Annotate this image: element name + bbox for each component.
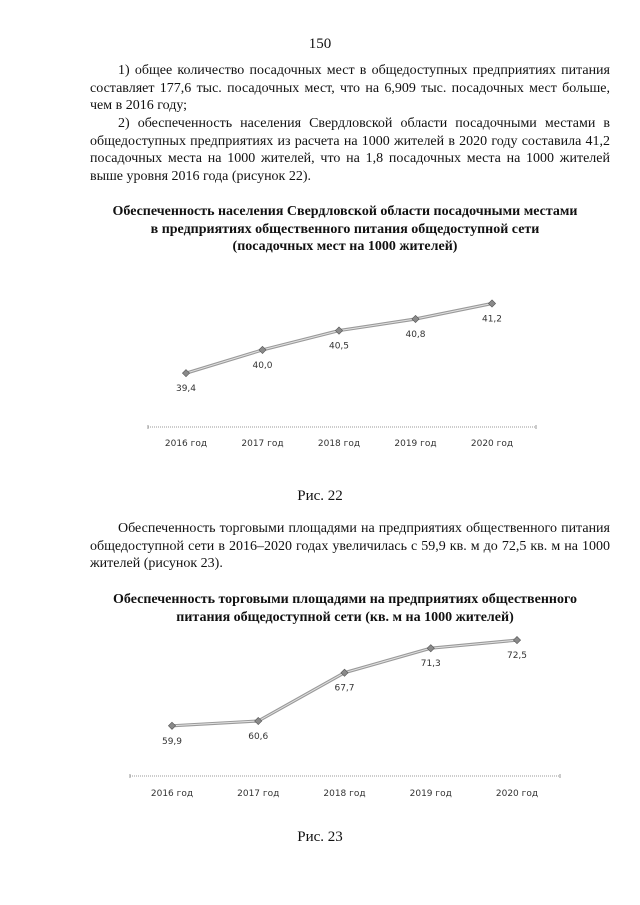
paragraph-2-text: 2) обеспеченность населения Свердловской области посадочными местами в общедоступных предприятиях из расчета на 1000 жителей в 2020 году составила 41,2 посадочных места на 1000 жителей, что на 1,8 посадочных места на 1000 жителей выше уровня 2016 года (рисунок 22). bbox=[90, 116, 610, 184]
chart-22-data-point bbox=[182, 370, 189, 377]
chart-23-data-label: 72,5 bbox=[506, 651, 528, 662]
chart-22-title-line: в предприятиях общественного питания общедоступной сети bbox=[150, 221, 540, 237]
chart-23-x-tick-label: 2019 год bbox=[409, 789, 452, 799]
chart-23-x-tick-label: 2016 год bbox=[150, 789, 194, 799]
chart-23-data-label: 60,6 bbox=[248, 732, 269, 743]
chart-22-x-tick-label: 2017 год bbox=[241, 439, 284, 449]
paragraph-3-text: Обеспеченность торговыми площадями на предприятиях общественного питания общедоступной сети в 2016–2020 годах увеличилась с 59,9 кв. м до 72,5 кв. м на 1000 жителей (рисунок 23). bbox=[90, 521, 610, 571]
chart-22-x-tick-label: 2018 год bbox=[317, 439, 361, 449]
page-number: 150 bbox=[308, 36, 332, 52]
chart-23-x-tick-label: 2020 год bbox=[495, 789, 539, 799]
chart-23-data-point bbox=[513, 636, 520, 643]
chart-22-data-point bbox=[335, 327, 342, 334]
chart-22-x-tick-label: 2016 год bbox=[164, 439, 208, 449]
chart-22-x-tick-label: 2020 год bbox=[470, 439, 514, 449]
chart-23-title-line: Обеспеченность торговыми площадями на предприятиях общественного bbox=[113, 592, 577, 607]
paragraph-2 bbox=[90, 115, 610, 185]
chart-22-data-point bbox=[412, 315, 419, 322]
chart-23-title-line: питания общедоступной сети (кв. м на 1000 жителей) bbox=[176, 609, 514, 625]
chart-22-title bbox=[80, 203, 610, 256]
chart-22-plot bbox=[0, 260, 640, 460]
chart-22-data-point bbox=[488, 300, 495, 307]
chart-23-data-point bbox=[168, 722, 175, 729]
paragraph-1-text: 1) общее количество посадочных мест в общедоступных предприятиях питания составляет 177,6 тыс. посадочных мест, что на 6,909 тыс. посадочных мест больше, чем в 2016 году; bbox=[90, 63, 610, 113]
chart-22-title-line: Обеспеченность населения Свердловской области посадочными местами bbox=[112, 204, 578, 219]
chart-23-data-label: 59,9 bbox=[161, 736, 183, 747]
chart-23-data-label: 67,7 bbox=[334, 683, 355, 694]
chart-22-x-tick-label: 2019 год bbox=[394, 439, 437, 449]
figure-23-caption: Рис. 23 bbox=[297, 829, 343, 845]
chart-22-data-label: 41,2 bbox=[481, 314, 503, 325]
chart-22-series-line bbox=[186, 304, 492, 374]
chart-23-x-tick-label: 2017 год bbox=[237, 789, 280, 799]
figure-22-caption: Рис. 22 bbox=[297, 488, 343, 504]
chart-23-x-tick-label: 2018 год bbox=[323, 789, 366, 799]
chart-23-data-label: 71,3 bbox=[420, 659, 441, 670]
chart-22-title-line: (посадочных мест на 1000 жителей) bbox=[232, 239, 458, 254]
chart-22-data-label: 40,0 bbox=[252, 360, 273, 371]
chart-23-data-point bbox=[427, 645, 434, 652]
chart-23-plot bbox=[0, 620, 640, 810]
paragraph-1 bbox=[90, 62, 610, 115]
chart-22-data-label: 40,5 bbox=[328, 341, 350, 352]
chart-22-data-label: 39,4 bbox=[175, 384, 197, 395]
chart-22-data-point bbox=[259, 346, 266, 353]
chart-22-data-label: 40,8 bbox=[405, 329, 426, 340]
paragraph-3 bbox=[90, 520, 610, 573]
